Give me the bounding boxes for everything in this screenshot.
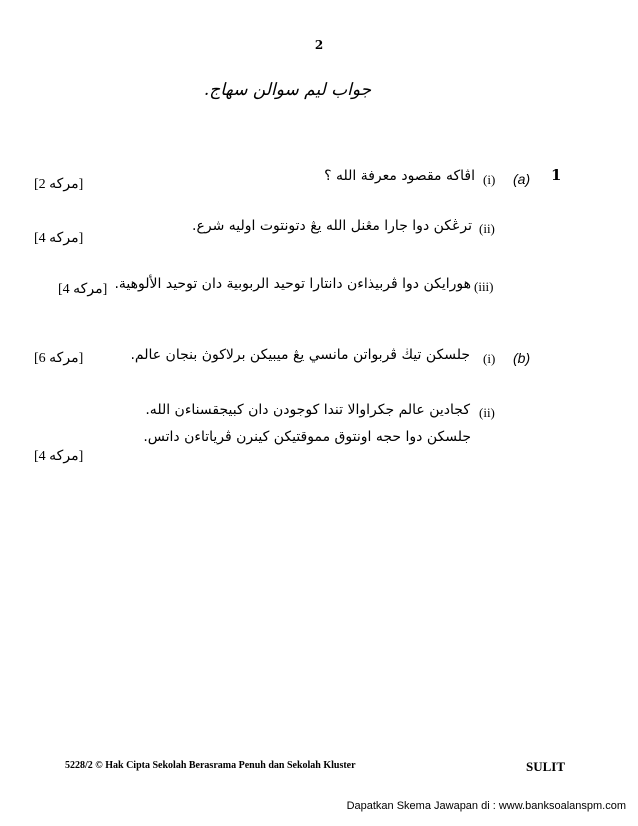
- item-roman-b-ii: (ii): [479, 405, 495, 420]
- page-number: 2: [314, 38, 324, 52]
- question-text-b-i: جلسكن تيڬ ڤربواتن مانسي يڠ ميبيكن برلاكوڽ بنجان عالم.: [130, 347, 470, 363]
- question-text-a-iii: هورايكن دوا ڤربيذاءن دانتارا توحيد الربوبية دان توحيد الألوهية.: [114, 276, 471, 292]
- marks-a-iii: [4 مركه]: [58, 282, 108, 297]
- footer-copyright: 5228/2 © Hak Cipta Sekolah Berasrama Penuh dan Sekolah Kluster: [65, 760, 356, 771]
- item-roman-b-i: (i): [483, 351, 496, 366]
- question-text-b-ii-line2: جلسكن دوا حجه اونتوق مموقتيكن كينرن ڤرياتاءن داتس.: [143, 429, 471, 445]
- footer-status: SULIT: [526, 759, 566, 774]
- bottom-link-text[interactable]: Dapatkan Skema Jawapan di : www.banksoalanspm.com: [346, 800, 626, 812]
- part-label-a: (a): [513, 171, 531, 187]
- question-text-a-i: اڤاكه مقصود معرفة الله ؟: [324, 168, 475, 184]
- item-roman-a-ii: (ii): [479, 221, 495, 236]
- question-text-b-ii-line1: كجادين عالم جكراوالا تندا كوجودن دان كبيجقسناءن الله.: [145, 402, 470, 418]
- question-text-a-ii: ترڠكن دوا جارا مڠنل الله يڠ دتونتوت اوليه شرع.: [192, 218, 472, 234]
- marks-a-i: [2 مركه]: [34, 177, 84, 192]
- marks-b-ii: [4 مركه]: [34, 449, 84, 464]
- item-roman-a-i: (i): [483, 172, 496, 187]
- instruction: جواب ليم سوالن سهاج.: [203, 80, 372, 100]
- marks-b-i: [6 مركه]: [34, 351, 84, 366]
- question-number: 1: [551, 166, 562, 184]
- item-roman-a-iii: (iii): [474, 279, 494, 294]
- part-label-b: (b): [513, 350, 531, 366]
- marks-a-ii: [4 مركه]: [34, 231, 84, 246]
